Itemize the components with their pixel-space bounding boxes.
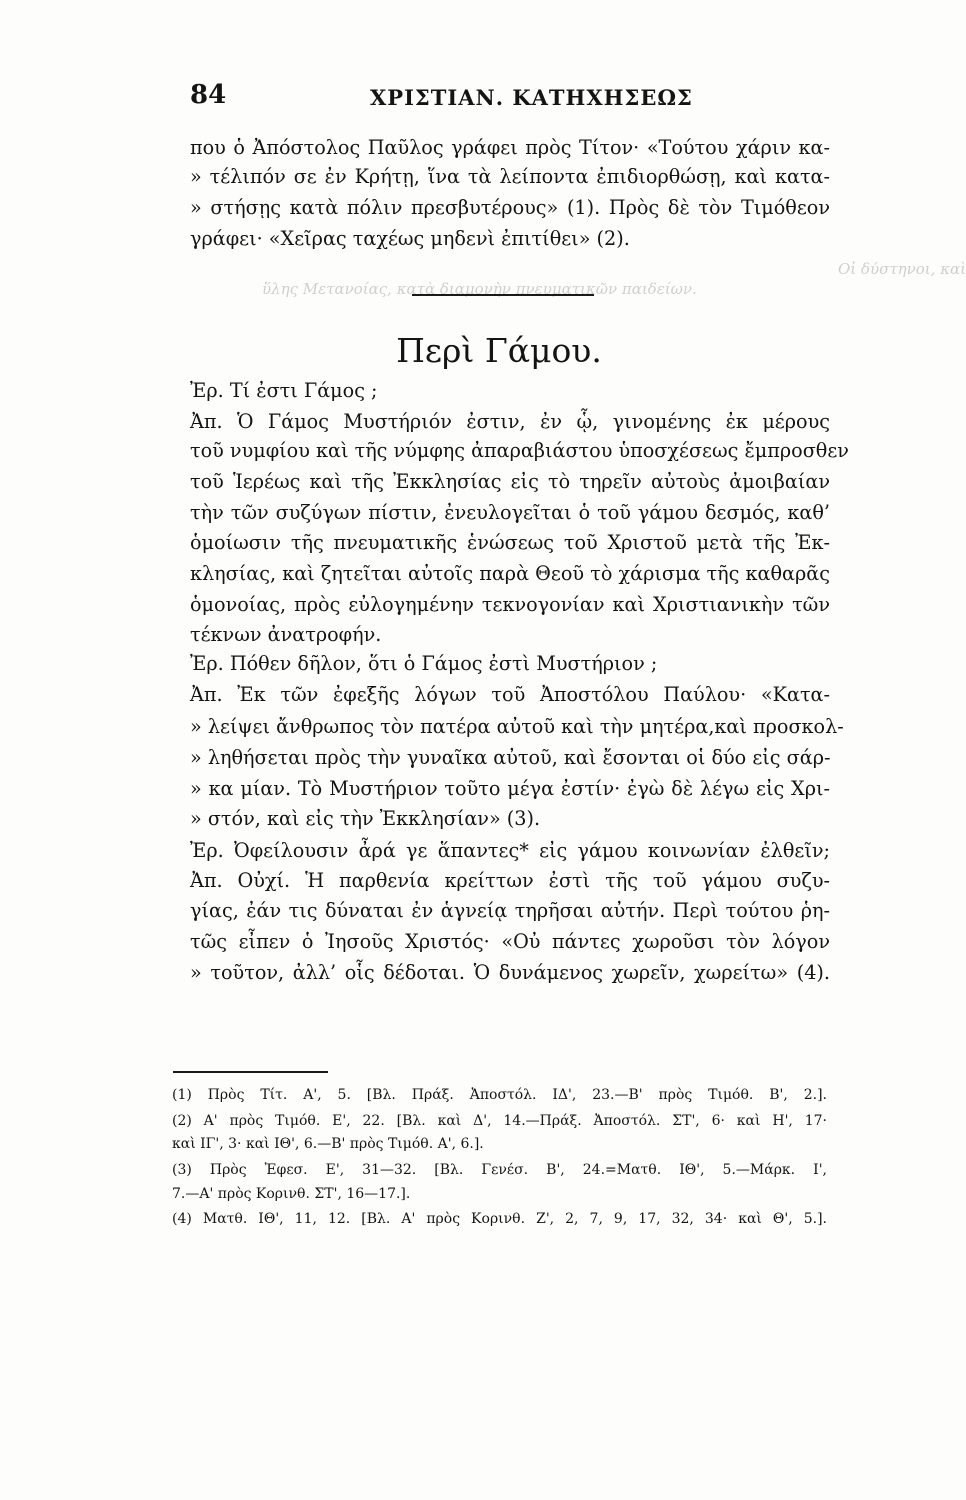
text-line: γίας, ἐάν τις δύναται ἐν ἁγνείᾳ τηρῆσαι αὐτήν. Περὶ τούτου ῥη- <box>190 899 830 922</box>
text-line: ὁμοίωσιν τῆς πνευματικῆς ἑνώσεως τοῦ Χριστοῦ μετὰ τῆς Ἐκ- <box>190 531 830 554</box>
bleed-through-text: Οἰ δύστηνοι, καὶ <box>838 260 966 278</box>
text-line: ὁμονοίας, πρὸς εὐλογημένην τεκνογονίαν καὶ Χριστιανικὴν τῶν <box>190 593 830 616</box>
text-line: » τέλιπόν σε ἐν Κρήτῃ, ἵνα τὰ λείποντα ἐπιδιορθώσῃ, καὶ κατα- <box>190 165 830 188</box>
footnote-line: (1) Πρὸς Τίτ. Α', 5. [Βλ. Πράξ. Ἀποστόλ. ΙΔ', 23.—Β' πρὸς Τιμόθ. Β', 2.]. <box>172 1087 827 1103</box>
footnote-line: (2) Α' πρὸς Τιμόθ. Ε', 22. [Βλ. καὶ Δ', 14.—Πράξ. Ἀποστόλ. ΣΤ', 6· καὶ Η', 17· <box>172 1113 827 1129</box>
text-line: γράφει· «Χεῖρας ταχέως μηδενὶ ἐπιτίθει» (2). <box>190 227 630 250</box>
question-line: Ἐρ. Τί ἐστι Γάμος ; <box>190 379 378 402</box>
text-line: » στήσῃς κατὰ πόλιν πρεσβυτέρους» (1). Πρὸς δὲ τὸν Τιμόθεον <box>190 196 830 219</box>
answer-line: Ἀπ. Ἐκ τῶν ἐφεξῆς λόγων τοῦ Ἀποστόλου Παύλου· «Κατα- <box>190 683 830 706</box>
footnote-line: (4) Ματθ. ΙΘ', 11, 12. [Βλ. Α' πρὸς Κορινθ. Ζ', 2, 7, 9, 17, 32, 34· καὶ Θ', 5.]. <box>172 1211 827 1227</box>
footnote-line: καὶ ΙΓ', 3· καὶ ΙΘ', 6.—Β' πρὸς Τιμόθ. Α', 6.]. <box>172 1136 484 1152</box>
text-line: » λείψει ἄνθρωπος τὸν πατέρα αὐτοῦ καὶ τὴν μητέρα,καὶ προσκολ- <box>190 715 844 738</box>
text-line: τὴν τῶν συζύγων πίστιν, ἐνευλογεῖται ὁ τοῦ γάμου δεσμός, καθ’ <box>190 501 830 524</box>
footnote-line: (3) Πρὸς Ἐφεσ. Ε', 31—32. [Βλ. Γενέσ. Β', 24.=Ματθ. ΙΘ', 5.—Μάρκ. Ι', <box>172 1162 827 1178</box>
page-header <box>190 80 830 114</box>
text-line: που ὁ Ἀπόστολος Παῦλος γράφει πρὸς Τίτον· «Τούτου χάριν κα- <box>190 136 830 159</box>
text-line: » τοῦτον, ἀλλ’ οἷς δέδοται. Ὁ δυνάμενος χωρεῖν, χωρείτω» (4). <box>190 961 830 984</box>
footnote-divider <box>173 1071 328 1073</box>
answer-line: Ἀπ. Ὁ Γάμος Μυστήριόν ἐστιν, ἐν ᾧ, γινομένης ἐκ μέρους <box>190 410 830 433</box>
question-line: Ἐρ. Πόθεν δῆλον, ὅτι ὁ Γάμος ἐστὶ Μυστήριον ; <box>190 652 658 675</box>
page-number: 84 <box>190 80 227 110</box>
text-line: » στόν, καὶ εἰς τὴν Ἐκκλησίαν» (3). <box>190 807 541 830</box>
text-line: κλησίας, καὶ ζητεῖται αὐτοῖς παρὰ Θεοῦ τὸ χάρισμα τῆς καθαρᾶς <box>190 562 830 585</box>
text-line: » κα μίαν. Τὸ Μυστήριον τοῦτο μέγα ἐστίν· ἐγὼ δὲ λέγω εἰς Χρι- <box>190 777 830 800</box>
text-line: » ληθήσεται πρὸς τὴν γυναῖκα αὐτοῦ, καὶ ἔσονται οἱ δύο εἰς σάρ- <box>190 746 831 769</box>
answer-line: Ἀπ. Οὐχί. Ἡ παρθενία κρείττων ἐστὶ τῆς τοῦ γάμου συζυ- <box>190 869 830 892</box>
section-title: Περὶ Γάμου. <box>396 331 602 370</box>
text-line: τοῦ νυμφίου καὶ τῆς νύμφης ἀπαραβιάστου ὑποσχέσεως ἔμπροσθεν <box>190 439 849 462</box>
text-line: τέκνων ἀνατροφήν. <box>190 623 382 646</box>
text-line: τῶς εἶπεν ὁ Ἰησοῦς Χριστός· «Οὐ πάντες χωροῦσι τὸν λόγον <box>190 930 830 953</box>
running-title: ΧΡΙΣΤΙΑΝ. ΚΑΤΗΧΗΣΕΩΣ <box>370 85 693 110</box>
question-line: Ἐρ. Ὀφείλουσιν ἆρά γε ἅπαντες* εἰς γάμου κοινωνίαν ἐλθεῖν; <box>190 839 830 862</box>
footnote-line: 7.—Α' πρὸς Κορινθ. ΣΤ', 16—17.]. <box>172 1186 411 1202</box>
bleed-through-text: ὕλης Μετανοίας, κατὰ διαμονὴν πνευματικῶν παιδείων. <box>262 280 697 298</box>
section-divider <box>412 294 594 296</box>
text-line: τοῦ Ἱερέως καὶ τῆς Ἐκκλησίας εἰς τὸ τηρεῖν αὐτοὺς ἀμοιβαίαν <box>190 470 830 493</box>
